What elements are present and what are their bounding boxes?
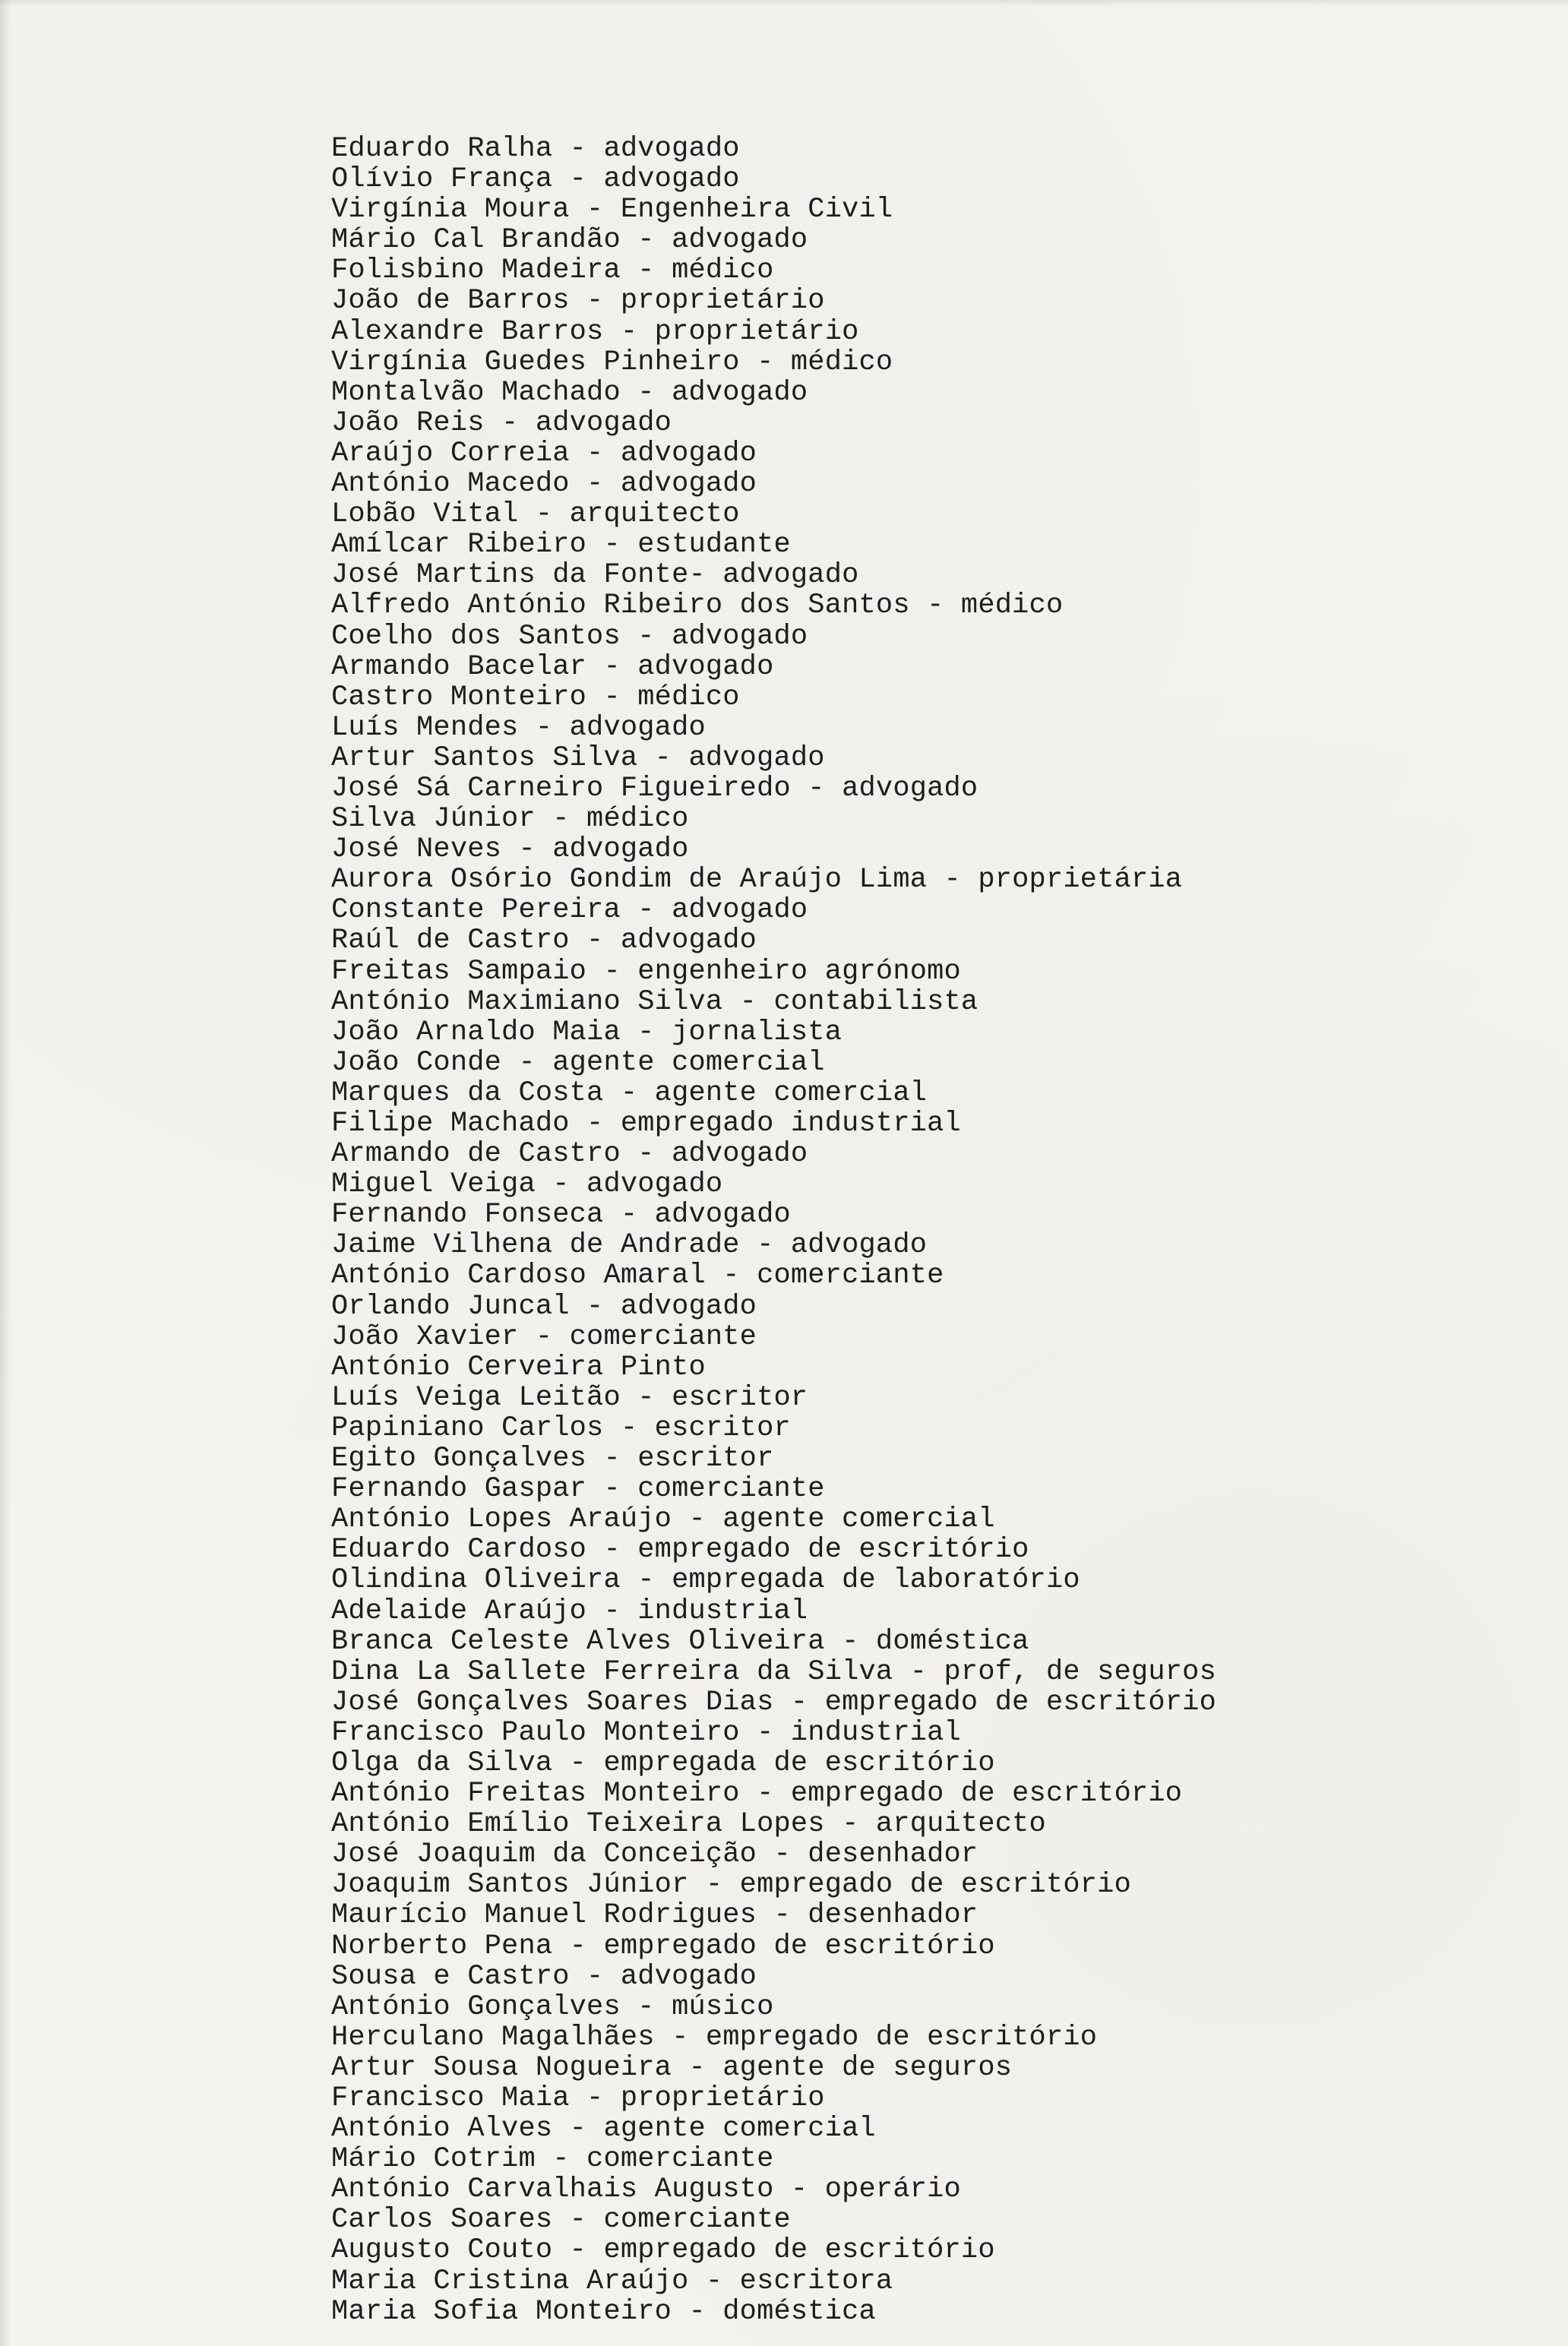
list-item: António Freitas Monteiro - empregado de escritório bbox=[331, 1778, 1183, 1810]
list-item: António Emílio Teixeira Lopes - arquitecto bbox=[331, 1808, 1046, 1841]
list-item: Maurício Manuel Rodrigues - desenhador bbox=[331, 1899, 978, 1932]
list-item: Olindina Oliveira - empregada de laboratório bbox=[331, 1564, 1080, 1597]
list-item: Maria Cristina Araújo - escritora bbox=[331, 2265, 893, 2297]
list-item: Virgínia Moura - Engenheira Civil bbox=[331, 194, 893, 226]
list-item: Raúl de Castro - advogado bbox=[331, 925, 757, 957]
list-item: Branca Celeste Alves Oliveira - doméstica bbox=[331, 1625, 1029, 1658]
list-item: Alfredo António Ribeiro dos Santos - médico bbox=[331, 590, 1064, 622]
list-item: Egito Gonçalves - escritor bbox=[331, 1443, 774, 1475]
list-item: Dina La Sallete Ferreira da Silva - prof, de seguros bbox=[331, 1655, 1216, 1688]
list-item: Folisbino Madeira - médico bbox=[331, 255, 774, 287]
list-item: Castro Monteiro - médico bbox=[331, 681, 740, 713]
list-item: António Gonçalves - músico bbox=[331, 1990, 774, 2023]
signatory-list bbox=[331, 134, 1216, 2327]
list-item: Jaime Vilhena de Andrade - advogado bbox=[331, 1229, 928, 1262]
list-item: Amílcar Ribeiro - estudante bbox=[331, 529, 791, 561]
list-item: Montalvão Machado - advogado bbox=[331, 376, 808, 409]
list-item: António Maximiano Silva - contabilista bbox=[331, 985, 978, 1018]
list-item: Freitas Sampaio - engenheiro agrónomo bbox=[331, 955, 961, 988]
list-item: João Reis - advogado bbox=[331, 406, 672, 439]
list-item: Francisco Paulo Monteiro - industrial bbox=[331, 1716, 961, 1749]
list-item: Araújo Correia - advogado bbox=[331, 437, 757, 470]
list-item: Artur Santos Silva - advogado bbox=[331, 741, 825, 774]
list-item: Eduardo Cardoso - empregado de escritório bbox=[331, 1534, 1029, 1567]
list-item: Fernando Fonseca - advogado bbox=[331, 1199, 791, 1231]
list-item: José Neves - advogado bbox=[331, 833, 689, 866]
list-item: Artur Sousa Nogueira - agente de seguros bbox=[331, 2051, 1013, 2084]
list-item: Francisco Maia - proprietário bbox=[331, 2082, 825, 2114]
list-item: Marques da Costa - agente comercial bbox=[331, 1077, 928, 1109]
list-item: Luís Veiga Leitão - escritor bbox=[331, 1381, 808, 1414]
list-item: Silva Júnior - médico bbox=[331, 803, 689, 836]
page-edge-shadow bbox=[0, 0, 11, 2346]
list-item: José Martins da Fonte- advogado bbox=[331, 559, 859, 592]
list-item: João Conde - agente comercial bbox=[331, 1046, 825, 1079]
list-item: Fernando Gaspar - comerciante bbox=[331, 1473, 825, 1506]
list-item: Olívio França - advogado bbox=[331, 163, 740, 196]
list-item: Herculano Magalhães - empregado de escritório bbox=[331, 2021, 1098, 2054]
list-item: João Xavier - comerciante bbox=[331, 1320, 757, 1353]
list-item: Armando de Castro - advogado bbox=[331, 1138, 808, 1171]
list-item: Coelho dos Santos - advogado bbox=[331, 620, 808, 653]
list-item: Lobão Vital - arquitecto bbox=[331, 498, 740, 531]
page-top-shadow bbox=[0, 0, 1568, 6]
list-item: Adelaide Araújo - industrial bbox=[331, 1595, 808, 1627]
list-item: António Cerveira Pinto bbox=[331, 1351, 706, 1383]
list-item: António Cardoso Amaral - comerciante bbox=[331, 1260, 944, 1292]
list-item: Constante Pereira - advogado bbox=[331, 894, 808, 927]
list-item: Augusto Couto - empregado de escritório bbox=[331, 2234, 995, 2267]
list-item: Alexandre Barros - proprietário bbox=[331, 315, 859, 348]
list-item: Armando Bacelar - advogado bbox=[331, 650, 774, 683]
list-item: Orlando Juncal - advogado bbox=[331, 1290, 757, 1323]
list-item: José Sá Carneiro Figueiredo - advogado bbox=[331, 772, 978, 805]
list-item: Joaquim Santos Júnior - empregado de escritório bbox=[331, 1869, 1131, 1902]
list-item: Mário Cal Brandão - advogado bbox=[331, 224, 808, 257]
list-item: João Arnaldo Maia - jornalista bbox=[331, 1016, 842, 1048]
list-item: João de Barros - proprietário bbox=[331, 285, 825, 318]
list-item: Filipe Machado - empregado industrial bbox=[331, 1108, 961, 1140]
list-item: António Alves - agente comercial bbox=[331, 2113, 876, 2145]
list-item: Maria Sofia Monteiro - doméstica bbox=[331, 2295, 876, 2328]
list-item: Eduardo Ralha - advogado bbox=[331, 133, 740, 165]
list-item: José Joaquim da Conceição - desenhador bbox=[331, 1839, 978, 1871]
list-item: Norberto Pena - empregado de escritório bbox=[331, 1930, 995, 1962]
list-item: Olga da Silva - empregada de escritório bbox=[331, 1747, 995, 1779]
list-item: Miguel Veiga - advogado bbox=[331, 1168, 723, 1201]
list-item: Carlos Soares - comerciante bbox=[331, 2204, 791, 2237]
list-item: Luís Mendes - advogado bbox=[331, 711, 706, 744]
list-item: Aurora Osório Gondim de Araújo Lima - proprietária bbox=[331, 864, 1183, 896]
list-item: António Macedo - advogado bbox=[331, 468, 757, 501]
list-item: Virgínia Guedes Pinheiro - médico bbox=[331, 346, 893, 378]
list-item: Papiniano Carlos - escritor bbox=[331, 1412, 791, 1444]
list-item: António Lopes Araújo - agente comercial bbox=[331, 1503, 995, 1536]
list-item: Sousa e Castro - advogado bbox=[331, 1960, 757, 1993]
list-item: José Gonçalves Soares Dias - empregado de escritório bbox=[331, 1686, 1216, 1718]
list-item: Mário Cotrim - comerciante bbox=[331, 2143, 774, 2176]
list-item: António Carvalhais Augusto - operário bbox=[331, 2174, 961, 2206]
